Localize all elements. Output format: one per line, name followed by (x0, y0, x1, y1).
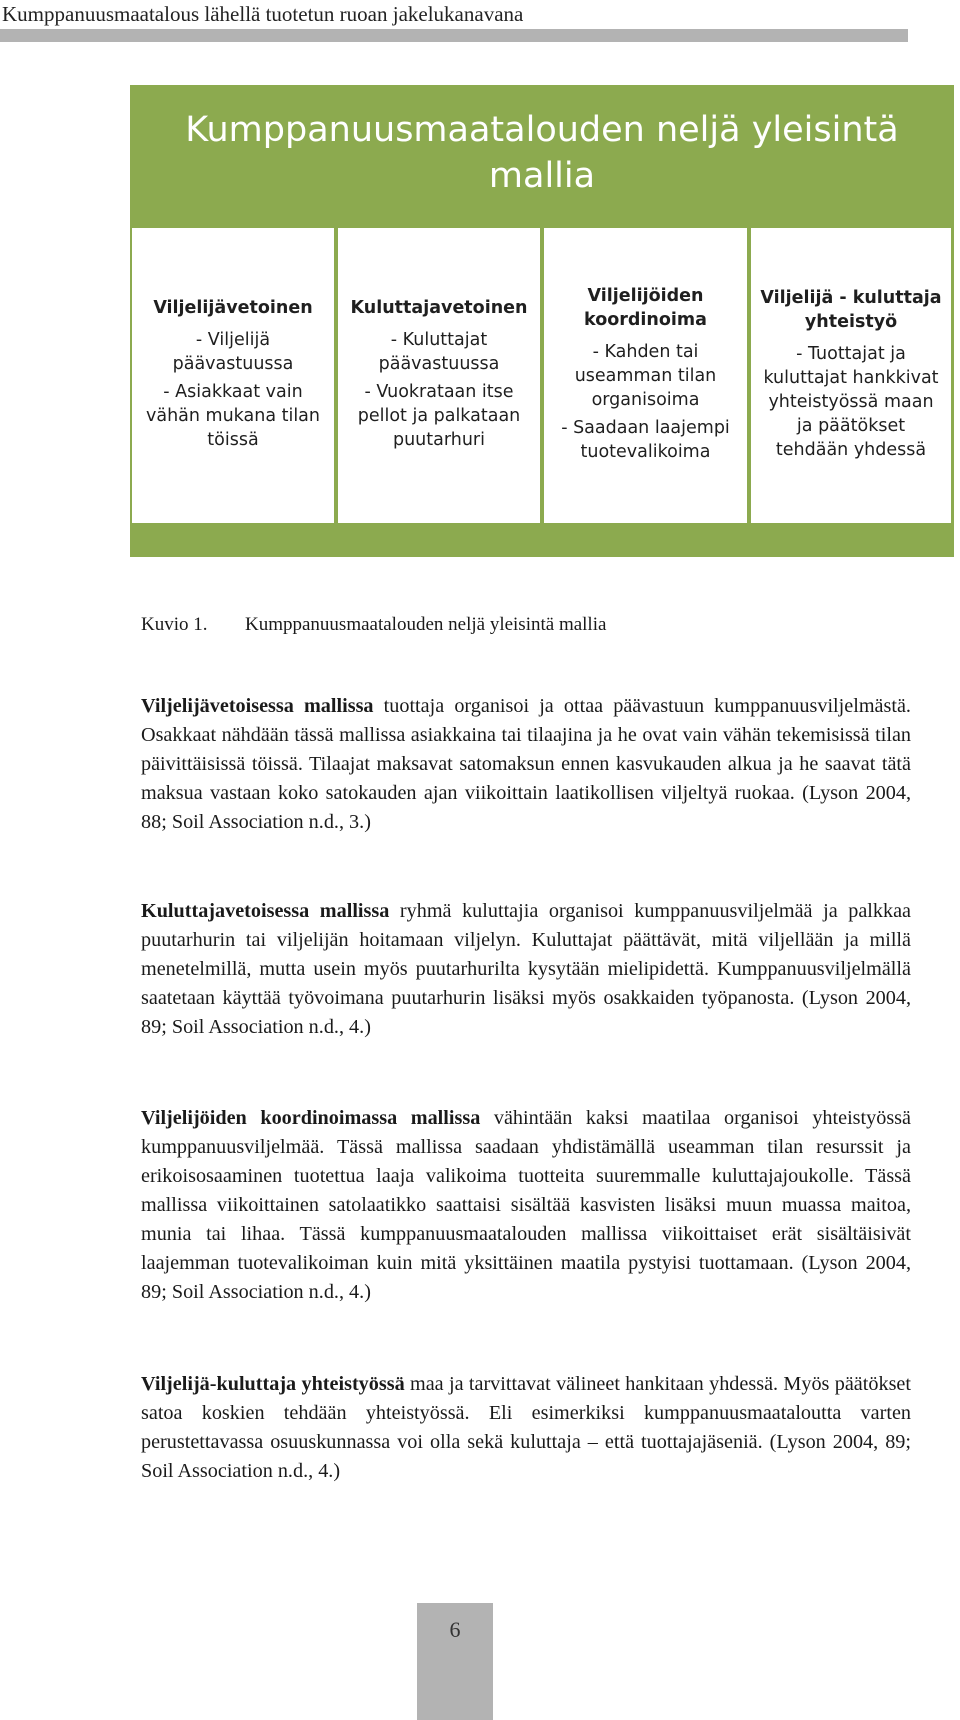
model-box-line: - Kuluttajat päävastuussa (378, 329, 500, 374)
figure-title: Kumppanuusmaatalouden neljä yleisintä mallia (185, 110, 899, 196)
header-rule (0, 29, 908, 42)
model-box-title: Kuluttajavetoinen (350, 297, 528, 318)
paragraph-cooperation (141, 1370, 911, 1486)
page-number: 6 (449, 1617, 461, 1642)
model-box-farmer-coordinated (544, 228, 747, 523)
running-header: Kumppanuusmaatalous lähellä tuotetun ruoan jakelukanavana (2, 2, 524, 26)
caption-number: Kuvio 1. (141, 614, 208, 635)
paragraph-lead: Kuluttajavetoisessa mallissa (141, 900, 390, 922)
model-box-title: Viljelijöiden koordinoima (584, 285, 707, 330)
model-box-line: - Viljelijä päävastuussa (172, 329, 294, 374)
paragraph-consumer-led (141, 897, 911, 1042)
model-box-consumer-led (338, 228, 540, 523)
paragraph-lead: Viljelijä-kuluttaja yhteistyössä (141, 1373, 405, 1395)
paragraph-body: vähintään kaksi maatilaa organisoi yhteistyössä kumppanuusviljelmää. Tässä mallissa saadaan yhdistämällä useamman tilan resurssit ja erikoisosaaminen tuotettua laaja valikoima tuotteita suuremmalle kuluttajajoukolle. Tässä mallissa viikoittainen satolaatikko saattaisi sisältää kasvisten lisäksi muun muassa maitoa, munia tai lihaa. Tässä kumppanuusmaatalouden mallissa viikoittaiset erät sisältäisivät laajemman tuotevalikoiman kuin mitä yksittäinen maatila pystyisi tuottamaan. (Lyson 2004, 89; Soil Association n.d., 4.) (141, 1107, 912, 1303)
paragraph-lead: Viljelijävetoisessa mallissa (141, 695, 374, 717)
model-box-farmer-consumer-cooperation (751, 228, 951, 523)
figure-caption (141, 613, 606, 637)
paragraph-body: ryhmä kuluttajia organisoi kumppanuusviljelmää ja palkkaa puutarhurin tai viljelijän hoitamaan viljelyn. Kuluttajat päättävät, mitä viljellään ja millä menetelmillä, mutta usein myös puutarhurilta kysytään mielipidettä. Kumppanuusviljelmällä saatetaan käyttää työvoimana puutarhurin lisäksi myös osakkaiden työpanosta. (Lyson 2004, 89; Soil Association n.d., 4.) (141, 900, 911, 1038)
page-number-box (417, 1603, 493, 1720)
paragraph-lead: Viljelijöiden koordinoimassa mallissa (141, 1107, 481, 1129)
paragraph-farmer-coordinated (141, 1104, 911, 1307)
paragraph-body: tuottaja organisoi ja ottaa päävastuun kumppanuusviljelmästä. Osakkaat nähdään tässä mallissa asiakkaina tai tilaajina ja he ovat vain vähän tekemisissä tilan päivittäisissä töissä. Tilaajat maksavat satomaksun ennen kasvukauden alkua ja he saavat tätä maksua vastaan koko satokauden ajan viikoittain laatikollisen viljeltyä ruokaa. (Lyson 2004, 88; Soil Association n.d., 3.) (141, 695, 911, 833)
model-box-line: - Vuokrataan itse pellot ja palkataan puutarhuri (357, 381, 521, 450)
paragraph-farmer-led (141, 692, 911, 837)
model-box-title: Viljelijä - kuluttaja yhteistyö (760, 287, 942, 332)
paragraph-body: maa ja tarvittavat välineet hankitaan yhdessä. Myös päätökset satoa koskien tehdään yhteistyössä. Eli esimerkiksi kumppanuusmaataloutta varten perustettavassa osuuskunnassa voi olla sekä kuluttaja – että tuottajajäseniä. (Lyson 2004, 89; Soil Association n.d., 4.) (141, 1373, 911, 1482)
model-box-line: - Saadaan laajempi tuotevalikoima (561, 417, 730, 462)
model-box-line: - Asiakkaat vain vähän mukana tilan töissä (145, 381, 321, 450)
model-box-title: Viljelijävetoinen (153, 297, 313, 318)
caption-text: Kumppanuusmaatalouden neljä yleisintä mallia (245, 614, 607, 635)
model-box-line: - Kahden tai useamman tilan organisoima (574, 341, 717, 410)
figure-diagram (130, 85, 954, 557)
model-box-farmer-led (132, 228, 334, 523)
model-box-line: - Tuottajat ja kuluttajat hankkivat yhteistyössä maan ja päätökset tehdään yhdessä (763, 343, 939, 460)
